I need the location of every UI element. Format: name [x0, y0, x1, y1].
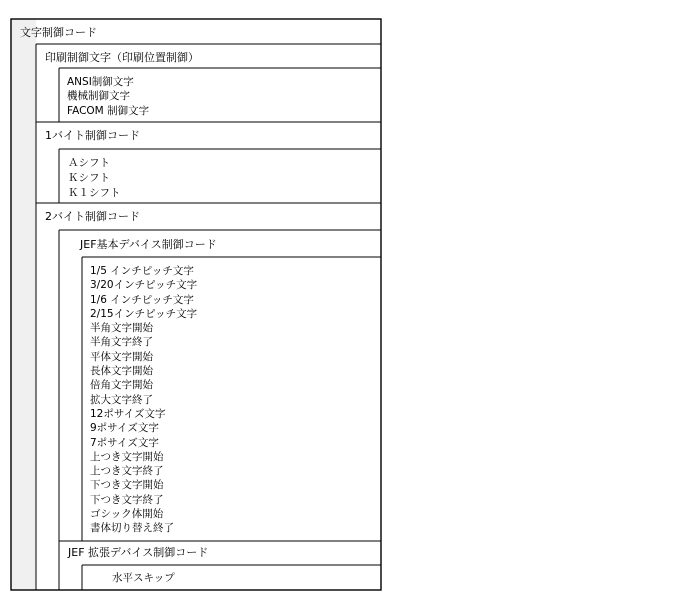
list-item: FACOM 制御文字	[67, 104, 150, 117]
list-item: 機械制御文字	[67, 90, 130, 103]
list-item: Ｋ１シフト	[68, 187, 121, 199]
list-item: ゴシック体開始	[90, 508, 164, 521]
list-item: 上つき文字開始	[90, 450, 164, 463]
list-item: 1/6 インチピッチ文字	[90, 293, 194, 306]
print-control-list	[67, 75, 149, 118]
list-item: Ａシフト	[68, 157, 110, 169]
list-item: 半角文字開始	[90, 322, 153, 335]
list-item: 平体文字開始	[90, 350, 153, 363]
list-item: 長体文字開始	[90, 365, 153, 378]
list-item: 9ポサイズ文字	[90, 422, 159, 435]
jef-basic-list	[90, 264, 197, 536]
root-title: 文字制御コード	[20, 26, 97, 39]
list-item: 倍角文字開始	[90, 379, 153, 392]
list-item: 7ポサイズ文字	[90, 436, 159, 449]
list-item: 2/15インチピッチ文字	[90, 307, 198, 320]
list-item: 半角文字終了	[90, 336, 153, 349]
list-item: ANSI制御文字	[67, 76, 134, 88]
list-item: Ｋシフト	[68, 172, 110, 184]
jef-extended-title: JEF 拡張デバイス制御コード	[68, 546, 209, 559]
jef-basic-title: JEF基本デバイス制御コード	[80, 238, 217, 251]
list-item: 12ポサイズ文字	[90, 407, 166, 420]
list-item: 3/20インチピッチ文字	[90, 279, 198, 292]
jef-extended-list	[112, 571, 175, 585]
list-item: 拡大文字終了	[90, 393, 153, 406]
list-item: 下つき文字開始	[90, 479, 164, 492]
two-byte-title: 2バイト制御コード	[45, 210, 140, 223]
list-item: 水平スキップ	[112, 572, 175, 584]
list-item: 書体切り替え終了	[90, 522, 174, 535]
print-control-title: 印刷制御文字（印刷位置制御）	[45, 51, 199, 64]
list-item: 1/5 インチピッチ文字	[90, 265, 194, 277]
list-item: 下つき文字終了	[90, 493, 164, 506]
root-left-strip	[11, 19, 36, 590]
list-item: 上つき文字終了	[90, 465, 164, 478]
one-byte-title: 1バイト制御コード	[45, 129, 140, 142]
one-byte-list	[68, 156, 121, 201]
